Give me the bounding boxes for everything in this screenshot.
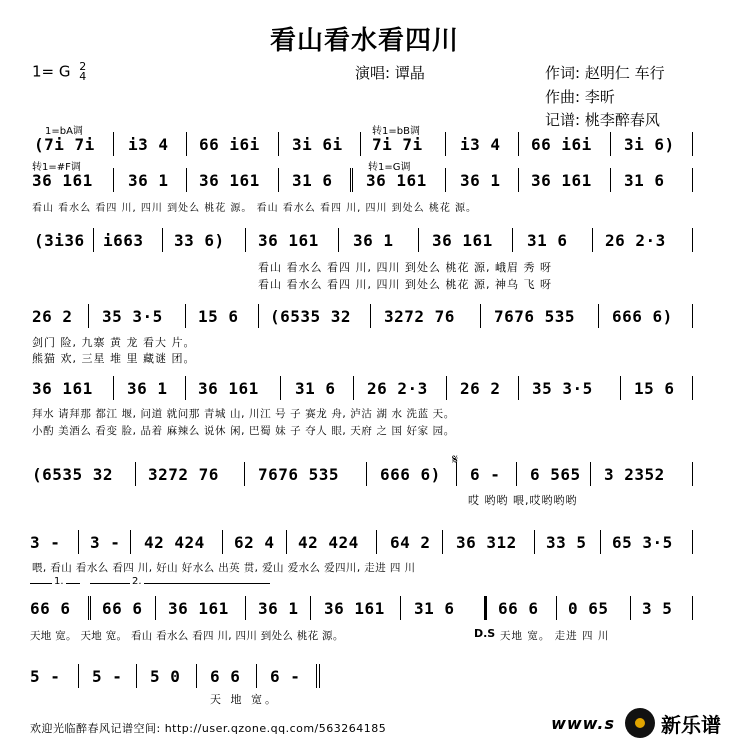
key-signature [32, 62, 86, 82]
staff-row-4 [0, 376, 729, 402]
lyricist-credit: 作词: 赵明仁 车行 [545, 64, 665, 82]
lyric-line: 看山 看水么 看四 川, 四川 到处么 桃花 源。 看山 看水么 看四 川, 四川 到处么 桃花 源。 [32, 203, 478, 214]
measure: 36 161 [366, 171, 427, 190]
measure: 36 161 [531, 171, 592, 190]
lyric-line: 天地 宽。 天地 宽。 看山 看水么 看四 川, 四川 到处么 桃花 源。 [30, 630, 344, 642]
measure: 31 6 [414, 599, 455, 618]
lyric-line: 哎 哟哟 喂,哎哟哟哟 [468, 494, 578, 507]
measure: 64 2 [390, 533, 431, 552]
measure: 6 - [470, 465, 501, 484]
measure: 36 161 [198, 379, 259, 398]
time-numerator: 2 [79, 60, 87, 73]
measure: 35 3·5 [102, 307, 163, 326]
measure: 5 - [30, 667, 61, 686]
time-denominator: 4 [79, 70, 87, 83]
measure: 26 2·3 [605, 231, 666, 250]
measure: 36 161 [258, 231, 319, 250]
measure: (7i 7i [34, 135, 95, 154]
measure: 5 - [92, 667, 123, 686]
measure: 26 2 [32, 307, 73, 326]
measure: 31 6 [624, 171, 665, 190]
measure: 26 2·3 [367, 379, 428, 398]
measure: 36 1 [353, 231, 394, 250]
transcriber-credit: 记谱: 桃李醉春风 [545, 111, 660, 129]
brand-logo [551, 708, 721, 738]
measure: 7i 7i [372, 135, 423, 154]
measure: 35 3·5 [532, 379, 593, 398]
staff-row-8 [0, 664, 729, 690]
singer-credit: 演唱: 谭晶 [355, 64, 425, 82]
measure: 3 - [30, 533, 61, 552]
segno-icon: 𝄋 [452, 452, 459, 468]
measure: 36 161 [32, 171, 93, 190]
measure: 42 424 [298, 533, 359, 552]
measure: (6535 32 [270, 307, 352, 326]
measure: 36 1 [128, 171, 169, 190]
composer-credit: 作曲: 李昕 [545, 88, 615, 106]
measure: 3i 6) [624, 135, 675, 154]
dal-segno-mark: D.S [474, 627, 496, 640]
measure: i3 4 [460, 135, 501, 154]
lyric-line-1: 拜水 请拜那 都江 堰, 问道 就问那 青城 山, 川江 号 子 赛龙 舟, 泸沽 湖 水 洗蓝 天。 [32, 408, 455, 420]
staff-row-3 [0, 304, 729, 330]
key-change-mark: 1=bA调 [45, 126, 83, 137]
measure: 3 5 [642, 599, 673, 618]
staff-row-7 [0, 596, 729, 622]
brand-url-prefix: www.s [551, 713, 615, 733]
measure: 66 i6i [531, 135, 592, 154]
volta-label: 2. [132, 576, 142, 587]
key-change-mark: 转1=G调 [368, 162, 411, 173]
measure: 26 2 [460, 379, 501, 398]
brand-name: 新乐谱 [661, 712, 721, 737]
measure: 33 6) [174, 231, 225, 250]
measure: i3 4 [128, 135, 169, 154]
lyric-line: 喂, 看山 看水么 看四 川, 好山 好水么 出英 贯, 爱山 爱水么 爱四川, 走进 四 川 [32, 562, 416, 574]
measure: 5 0 [150, 667, 181, 686]
measure: 7676 535 [258, 465, 340, 484]
record-icon [625, 708, 655, 738]
measure: 15 6 [634, 379, 675, 398]
lyric-line: 天 地 宽。 [210, 693, 279, 706]
measure: 6 565 [530, 465, 581, 484]
key-change-mark: 转1=#F调 [32, 162, 81, 173]
measure: 36 161 [199, 171, 260, 190]
key-change-mark: 转1=bB调 [372, 126, 420, 137]
lyric-line-tail: 天地 宽。 走进 四 川 [500, 630, 610, 642]
measure: 36 1 [258, 599, 299, 618]
volta-bracket-2 [90, 583, 270, 584]
measure: 15 6 [198, 307, 239, 326]
measure: 6 - [270, 667, 301, 686]
staff-row-2 [0, 228, 729, 254]
staff-row-1 [0, 168, 729, 194]
measure: 36 161 [32, 379, 93, 398]
staff-row-0 [0, 132, 729, 158]
measure: 3272 76 [384, 307, 455, 326]
measure: 3i 6i [292, 135, 343, 154]
measure: 3 2352 [604, 465, 665, 484]
volta-label: 1. [54, 576, 64, 587]
lyric-line-1: 剑门 险, 九寨 黄 龙 看大 片。 [32, 336, 196, 349]
measure: 6 6 [210, 667, 241, 686]
measure: 666 6) [612, 307, 673, 326]
measure: 36 161 [324, 599, 385, 618]
measure: 31 6 [292, 171, 333, 190]
measure: 36 1 [460, 171, 501, 190]
measure: i663 [103, 231, 144, 250]
lyric-line-2: 小酌 美酒么 看变 脸, 品着 麻辣么 说休 闲, 巴蜀 妹 子 夺人 眼, 天府 之 国 好家 园。 [32, 425, 455, 437]
measure: 65 3·5 [612, 533, 673, 552]
measure: 3272 76 [148, 465, 219, 484]
measure: 36 161 [168, 599, 229, 618]
measure: (6535 32 [32, 465, 114, 484]
measure: 36 161 [432, 231, 493, 250]
measure: 33 5 [546, 533, 587, 552]
lyric-line-1: 看山 看水么 看四 川, 四川 到处么 桃花 源, 峨眉 秀 呀 [258, 261, 552, 274]
measure: 36 312 [456, 533, 517, 552]
measure: 66 6 [498, 599, 539, 618]
measure: (3i36 [34, 231, 85, 250]
measure: 31 6 [527, 231, 568, 250]
staff-row-6 [0, 530, 729, 556]
key-label: 1= G [32, 62, 71, 81]
measure: 66 6 [102, 599, 143, 618]
lyric-line-2: 看山 看水么 看四 川, 四川 到处么 桃花 源, 神乌 飞 呀 [258, 278, 552, 291]
measure: 31 6 [295, 379, 336, 398]
footer-note: 欢迎光临醉春风记谱空间: http://user.qzone.qq.com/563264185 [30, 722, 387, 735]
measure: 666 6) [380, 465, 441, 484]
time-signature [79, 62, 86, 82]
lyric-line-2: 熊猫 欢, 三星 堆 里 藏谜 团。 [32, 352, 196, 365]
measure: 66 i6i [199, 135, 260, 154]
staff-row-5 [0, 452, 729, 488]
measure: 7676 535 [494, 307, 576, 326]
measure: 3 - [90, 533, 121, 552]
measure: 42 424 [144, 533, 205, 552]
measure: 36 1 [127, 379, 168, 398]
measure: 0 65 [568, 599, 609, 618]
song-title: 看山看水看四川 [269, 26, 459, 56]
measure: 62 4 [234, 533, 275, 552]
measure: 66 6 [30, 599, 71, 618]
